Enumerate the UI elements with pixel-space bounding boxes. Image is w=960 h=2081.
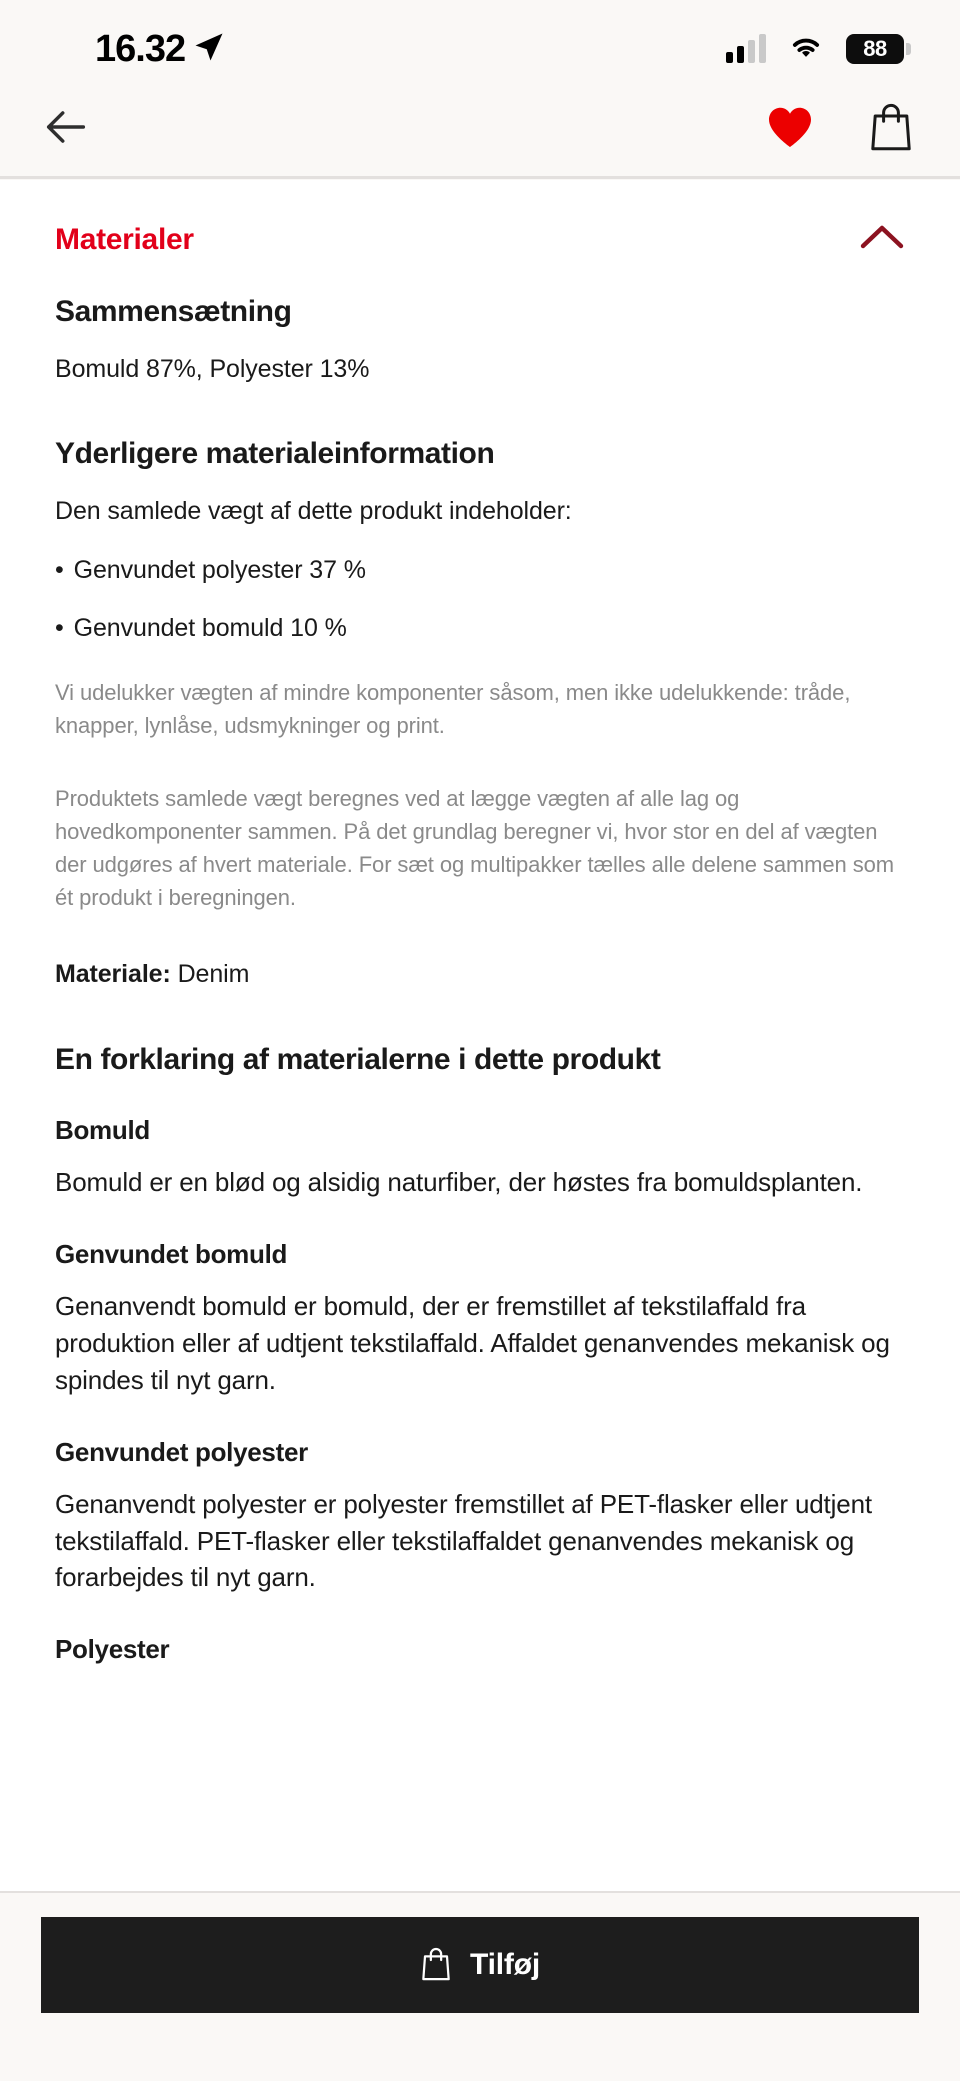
accordion-title: Materialer [55, 222, 194, 256]
nav-bar-actions [762, 98, 918, 159]
list-item: • Genvundet polyester 37 % [55, 552, 905, 588]
disclaimer-components: Vi udelukker vægten af mindre komponenter såsom, men ikke udelukkende: tråde, knapper, lynlåse, udsmykninger og print. [55, 680, 851, 738]
material-body-bomuld: Bomuld er en blød og alsidig naturfiber, der høstes fra bomuldsplanten. [55, 1167, 863, 1197]
composition-value: Bomuld 87%, Polyester 13% [55, 355, 370, 383]
add-to-bag-button[interactable] [41, 1917, 919, 2013]
shopping-bag-button[interactable] [864, 98, 918, 159]
explanation-heading: En forklaring af materialerne i dette produkt [55, 1043, 661, 1076]
status-bar [0, 0, 960, 80]
additional-info-intro: Den samlede vægt af dette produkt indeholder: [55, 497, 572, 526]
material-title-genvundet-bomuld: Genvundet bomuld [55, 1238, 288, 1269]
material-body-genvundet-polyester: Genanvendt polyester er polyester fremstillet af PET-flasker eller udtjent tekstilaffald. PET-flasker eller tekstilaffaldet genanvendes mekanisk og forarbejdes til nyt garn. [55, 1488, 872, 1593]
material-body-genvundet-bomuld: Genanvendt bomuld er bomuld, der er fremstillet af tekstilaffald fra produktion eller af udtjent tekstilaffald. Affaldet genanvendes mekanisk og spindes til nyt garn. [55, 1290, 890, 1395]
location-arrow-icon [191, 29, 227, 70]
status-bar-clock: 16.32 [95, 27, 186, 70]
accordion-header-materialer[interactable] [55, 180, 905, 257]
back-button[interactable] [36, 97, 96, 160]
battery-level-label: 88 [863, 36, 887, 61]
chrome-divider [0, 176, 960, 179]
list-item: • Genvundet bomuld 10 % [55, 610, 905, 646]
battery-icon [846, 34, 904, 64]
bottom-action-bar [0, 1891, 960, 2081]
nav-bar [0, 80, 960, 176]
top-chrome [0, 0, 960, 180]
shopping-bag-icon [868, 102, 914, 155]
status-bar-right [726, 33, 904, 66]
material-title-polyester: Polyester [55, 1634, 170, 1665]
material-title-bomuld: Bomuld [55, 1115, 150, 1145]
shopping-bag-icon [420, 1946, 452, 1985]
favorites-button[interactable] [762, 101, 818, 156]
add-to-bag-label: Tilføj [470, 1948, 540, 1981]
back-arrow-icon [40, 101, 92, 156]
status-bar-left [95, 28, 227, 71]
wifi-icon [788, 33, 824, 66]
material-title-genvundet-polyester: Genvundet polyester [55, 1436, 308, 1467]
material-line [55, 960, 905, 989]
material-value: Denim [177, 960, 250, 988]
chevron-up-icon[interactable] [859, 222, 905, 257]
composition-heading: Sammensætning [55, 295, 292, 328]
heart-icon [766, 105, 814, 152]
additional-info-heading: Yderligere materialeinformation [55, 437, 495, 471]
disclaimer-weight-calculation: Produktets samlede vægt beregnes ved at lægge vægten af alle lag og hovedkomponenter sammen. På det grundlag beregner vi, hvor stor en del af vægten der udgøres af hvert materiale. For sæt og multipakker tælles alle delene sammen som ét produkt i beregningen. [55, 786, 894, 910]
material-label: Materiale: [55, 960, 171, 988]
materials-content [0, 180, 960, 1891]
weight-bullet-list [55, 552, 905, 647]
cellular-signal-icon [726, 35, 766, 63]
